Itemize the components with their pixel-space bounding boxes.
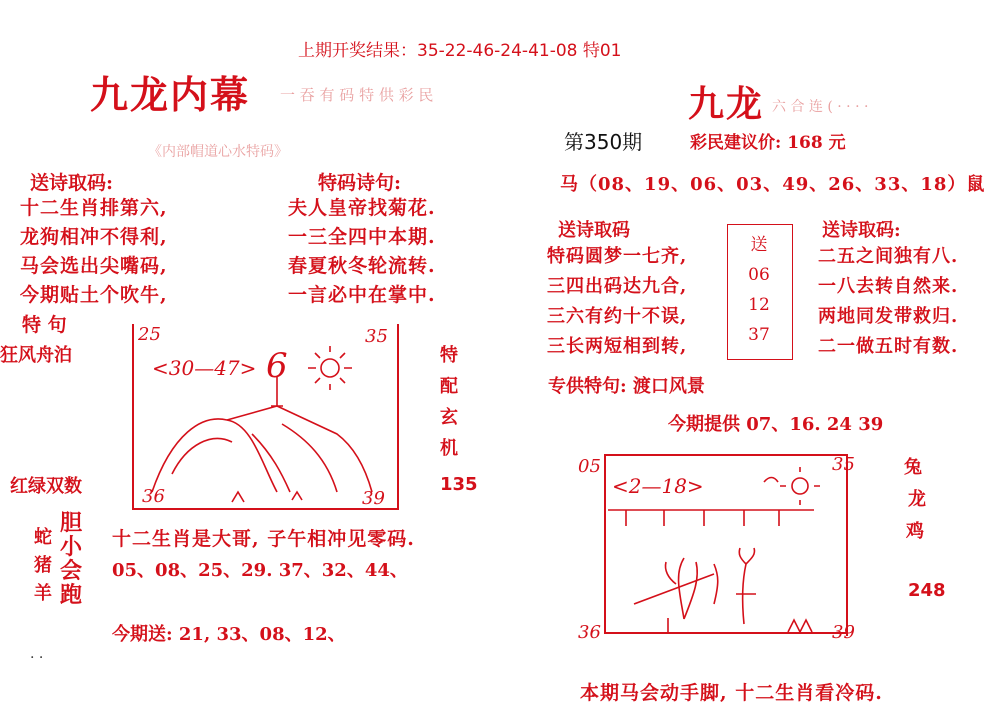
red-green-label: 红绿双数 xyxy=(10,476,82,497)
sketch-tr: 35 xyxy=(365,326,388,347)
poem-line: 三长两短相到转, xyxy=(547,336,688,357)
poem-line: 两地同发带救归. xyxy=(818,306,959,327)
poem-line: 二五之间独有八. xyxy=(818,246,959,267)
sketch-big-number: 6 xyxy=(266,346,288,386)
vertical-char: 玄 xyxy=(440,407,458,428)
animals-list xyxy=(34,524,52,608)
animal: 兔 xyxy=(904,457,922,478)
box-label: 送 xyxy=(750,235,768,255)
box-number: 06 xyxy=(748,265,770,285)
poem-line: 三四出码达九合, xyxy=(547,276,688,297)
right-bottom-line: 本期马会动手脚, 十二生肖看冷码. xyxy=(580,682,883,704)
poem-line: 一八去转自然来. xyxy=(818,276,959,297)
left-poem-heading: 送诗取码: xyxy=(30,172,114,194)
vertical-animals xyxy=(904,452,926,548)
vertical-char: 机 xyxy=(440,438,458,459)
poem-line: 十二生肖排第六, xyxy=(20,197,168,219)
issue-number: 第350期 xyxy=(564,130,643,154)
animal: 羊 xyxy=(34,583,52,604)
slogan-char: 会 xyxy=(60,559,83,584)
poem-line: 一言必中在掌中. xyxy=(288,284,436,306)
right-poem-heading: 送诗取码 xyxy=(558,220,630,241)
poem-line: 夫人皇帝找菊花. xyxy=(288,197,436,219)
poem-line: 一三全四中本期. xyxy=(288,226,436,248)
sketch2-bl: 36 xyxy=(578,622,601,643)
poem-line: 三六有约十不误, xyxy=(547,306,688,327)
right-special-phrase: 专供特句: 渡口风景 xyxy=(548,376,705,397)
sketch-br: 39 xyxy=(362,488,385,509)
left-subtitle: 一 吞 有 码 特 供 彩 民 xyxy=(280,86,434,104)
left-banner: 《内部帽道心水特码》 xyxy=(148,144,288,160)
poem-line: 今期贴土个吹牛, xyxy=(20,284,168,306)
animal: 龙 xyxy=(908,489,926,510)
sketch2-br: 39 xyxy=(832,622,855,643)
animal: 蛇 xyxy=(34,527,52,548)
left-poem-right xyxy=(288,194,436,310)
sketch2-range: <2—18> xyxy=(612,474,704,498)
box-number: 37 xyxy=(748,325,770,345)
price-label: 彩民建议价: 168 元 xyxy=(690,133,846,153)
plants-sketch-illustration xyxy=(604,454,848,634)
right-subtitle: 六 合 连 ( · · · · xyxy=(772,99,869,115)
left-poem-right-heading: 特码诗句: xyxy=(318,172,402,194)
poem-line: 马会选出尖嘴码, xyxy=(20,255,168,277)
sketch-tl: 25 xyxy=(138,324,161,345)
slogan-char: 胆 xyxy=(60,511,83,536)
special-phrase-heading: 特 句 xyxy=(22,314,67,336)
number-248: 248 xyxy=(908,580,946,601)
sketch-bl: 36 xyxy=(142,486,165,507)
poem-line: 特码圆梦一七齐, xyxy=(547,246,688,267)
zodiac-line: 十二生肖是大哥, 子午相冲见零码. xyxy=(112,528,415,550)
vertical-label xyxy=(440,340,458,464)
numbers-line: 05、08、25、29. 37、32、44、 xyxy=(112,560,408,581)
poem-line: 春夏秋冬轮流转. xyxy=(288,255,436,277)
box-number: 12 xyxy=(748,295,770,315)
sketch-range: <30—47> xyxy=(152,356,257,380)
sketch2-tl: 05 xyxy=(578,456,601,477)
animal: 鸡 xyxy=(906,521,924,542)
vertical-char: 配 xyxy=(440,376,458,397)
dots: . . xyxy=(30,646,44,662)
slogan-vertical xyxy=(60,512,82,608)
special-phrase: 狂风舟泊 xyxy=(0,345,72,366)
right-poem-left xyxy=(547,242,687,362)
slogan-char: 跑 xyxy=(60,583,83,608)
horse-line: 马（08、19、06、03、49、26、33、18）鼠 xyxy=(560,174,986,195)
poem-line: 二一做五时有数. xyxy=(818,336,959,357)
mountain-sketch-illustration xyxy=(132,324,398,510)
slogan-char: 小 xyxy=(60,535,83,560)
animal: 猪 xyxy=(34,555,52,576)
provide-line: 今期提供 07、16. 24 39 xyxy=(668,414,884,435)
right-title: 九龙 xyxy=(688,83,765,125)
vertical-char: 特 xyxy=(440,345,458,366)
number-135: 135 xyxy=(440,474,478,495)
left-title: 九龙内幕 xyxy=(90,72,251,117)
send-number-box-content xyxy=(727,230,791,350)
left-poem-left xyxy=(20,194,168,310)
sketch2-tr: 35 xyxy=(832,454,855,475)
send-line: 今期送: 21, 33、08、12、 xyxy=(112,624,346,645)
poem-line: 龙狗相冲不得利, xyxy=(20,226,168,248)
last-result: 上期开奖结果：35-22-46-24-41-08 特01 xyxy=(298,41,622,61)
right-poem-right xyxy=(818,242,958,362)
right-poem-right-heading: 送诗取码: xyxy=(822,220,901,241)
